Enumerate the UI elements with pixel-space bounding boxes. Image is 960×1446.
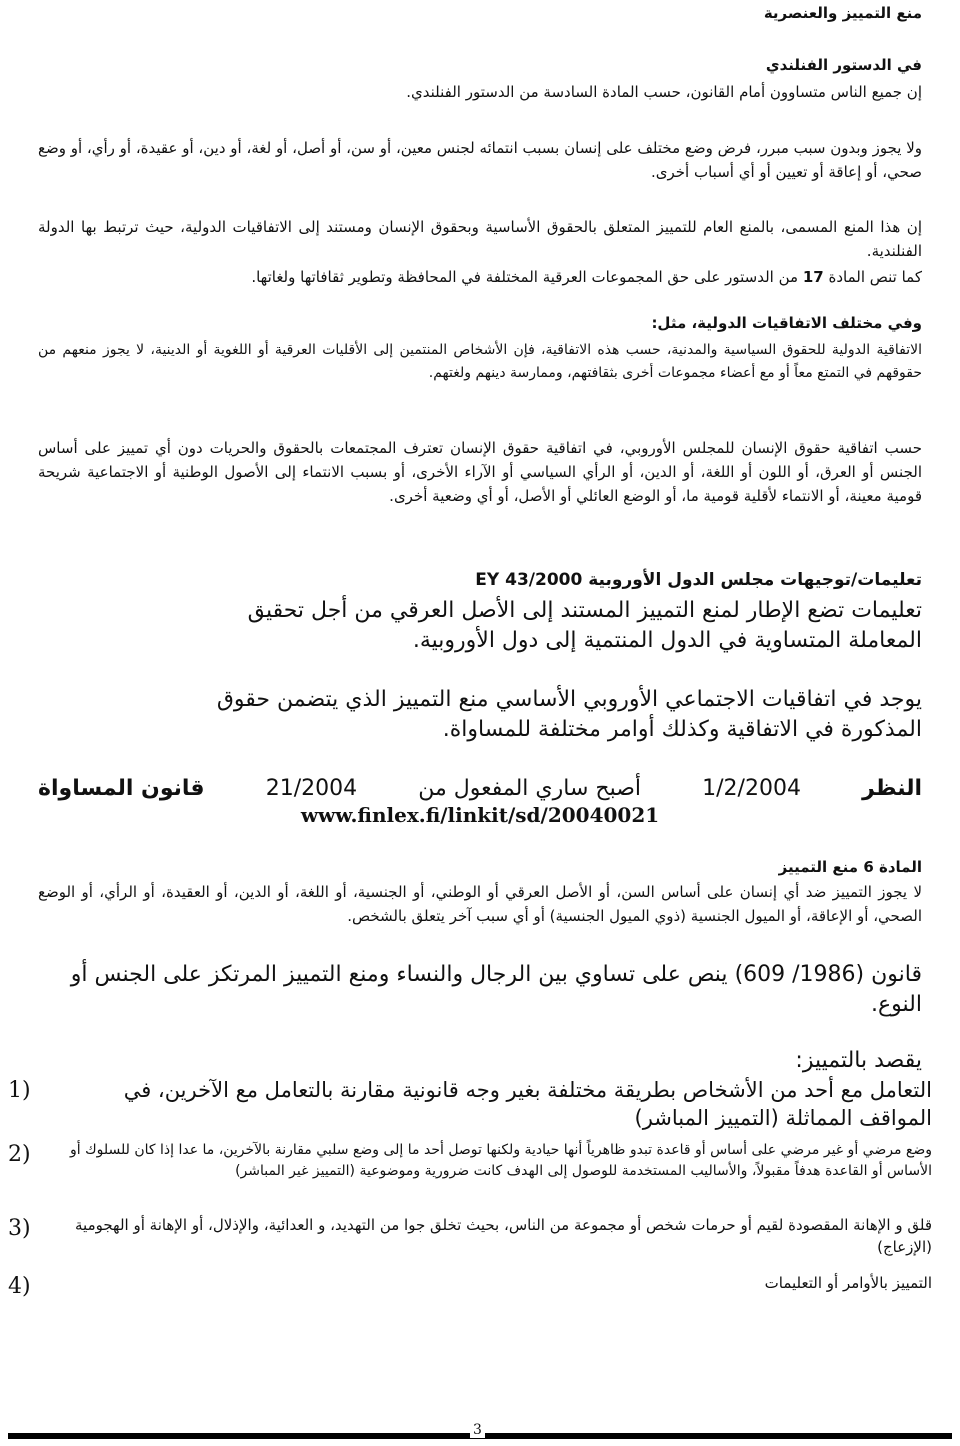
article-17-pre: كما تنص المادة <box>828 268 922 286</box>
discrimination-types-list <box>8 1076 932 1308</box>
penal-code-paragraph <box>38 960 922 1020</box>
paragraph-general-prohibition: إن هذا المنع المسمى، بالمنع العام للتمييز المتعلق بالحقوق الأساسية وبحقوق الإنسان ومستند إلى الاتفاقيات الدولية، حيث ترتبط بها الدولة الفنلندية. <box>38 218 922 260</box>
list-item <box>8 1076 932 1140</box>
list-item-text: التعامل مع أحد من الأشخاص بطريقة مختلفة بغير وجه قانونية مقارنة بالتعامل مع الآخرين، في المواقف المماثلة (التمييز المباشر) <box>123 1078 932 1130</box>
article-17-number: 17 <box>802 268 824 286</box>
paragraph-civil-political-rights: الاتفاقية الدولية للحقوق السياسية والمدنية، حسب هذه الاتفاقية، فإن الأشخاص المنتمين إلى الأقليات العرقية أو اللغوية أو الدينية، لا يجوز منعهم من حقوقهم في التمتع معاً أو مع أعضاء مجموعات أخرى بثقافتهم، وممارسة دينهم ولغتهم. <box>38 342 922 381</box>
equality-law-number: 21/2004 <box>265 776 358 801</box>
article-6-text: لا يجوز التمييز ضد أي إنسان على أساس السن، أو الأصل العرقي أو الوطني، أو الجنسية، أو اللغة، أو الدين، أو العقيدة، أو الرأي، أو الوضع الصحي، أو الإعاقة، أو الميول الجنسية (ذوي الميول الجنسية) أو أي سبب آخر يتعلق بالشخص. <box>38 883 922 925</box>
list-item-text: وضع مرضي أو غير مرضي على أساس أو قاعدة تبدو ظاهرياً أنها حيادية ولكنها توصل أحد ما إلى وضع سلبي مقارنة بالآخرين، ما عدا إذا كان للسلوك أو الأساس أو القاعدة هدفاً مقبولاً، والأساليب المستخدمة للوصول إلى الهدف كانت ضرورية وموضوعية (التمييز غير المباشر) <box>69 1142 932 1179</box>
paragraph-article-17 <box>38 265 922 289</box>
list-item <box>8 1214 932 1272</box>
list-item-text: قلق و الإهانة المقصودة لقيم أو حرمات شخص أو مجموعة من الناس، بحيث تخلق جوا من التهديد، و العدائية، والإذلال، أو الإهانة أو الهجومية (الإزعاج) <box>75 1216 932 1256</box>
page-number: 3 <box>470 1422 485 1438</box>
article-6-title <box>38 858 922 876</box>
list-item-number: 4) <box>8 1274 31 1299</box>
penal-code-post: ينص على تساوي بين الرجال والنساء ومنع التمييز المرتكز على الجنس أو النوع. <box>70 962 922 1017</box>
penal-code-numbers: (609 /1986) <box>734 962 865 987</box>
list-item <box>8 1140 932 1214</box>
eu-directive-title <box>38 570 922 590</box>
constitution-text: إن جميع الناس متساوون أمام القانون، حسب المادة السادسة من الدستور الفنلندي. <box>406 83 922 101</box>
article-6-post: منع التمييز <box>778 858 859 876</box>
list-item-text: التمييز بالأوامر أو التعليمات <box>764 1274 932 1292</box>
article-6-number: 6 <box>863 858 874 876</box>
paragraph-discrimination-grounds: ولا يجوز وبدون سبب مبرر، فرض وضع مختلف على إنسان بسبب انتمائه لجنس معين، أو سن، أو أصل، أو لغة، أو دين، أو عقيدة، أو رأي، أو وضع صحي، أو إعاقة أو تعيين أو أي أسباب أخرى. <box>37 139 922 181</box>
article-6-pre: المادة <box>878 858 922 876</box>
social-charter-line-1: يوجد في اتفاقيات الاجتماعي الأوروبي الأساسي منع التمييز الذي يتضمن حقوق <box>216 687 922 712</box>
list-item-number: 1) <box>8 1078 31 1103</box>
social-charter-line-2: المذكورة في الاتفاقية وكذلك أوامر مختلفة للمساواة. <box>442 717 922 742</box>
equality-law-label: قانون المساواة <box>38 776 205 801</box>
discrimination-types-title: يقصد بالتمييز: <box>795 1048 922 1073</box>
equality-law-end: النظر <box>862 776 922 801</box>
eu-directive-line-2: المعاملة المتساوية في الدول المنتمية إلى دول الأوروبية. <box>412 628 922 653</box>
equality-law-date-start: 1/2/2004 <box>702 776 801 801</box>
article-17-post: من الدستور على حق المجموعات العرقية المختلفة في المحافظة وتطوير ثقافاتها ولغاتها. <box>251 268 799 286</box>
equality-law-line <box>38 774 922 804</box>
list-item-number: 3) <box>8 1216 31 1241</box>
finlex-link[interactable]: www.finlex.fi/linkit/sd/20040021 <box>300 803 660 827</box>
list-item-number: 2) <box>8 1142 31 1167</box>
section-title-constitution: في الدستور الفنلندي <box>765 56 922 74</box>
paragraph-european-convention: حسب اتفاقية حقوق الإنسان للمجلس الأوروبي، في اتفاقية حقوق الإنسان تعترف المجتمعات بالحقوق والحريات دون أي تمييز على أساس الجنس أو العرق، أو اللون أو اللغة، أو الدين، أو الرأي السياسي أو الآراء الأخرى، أو بسبب الانتماء إلى الأصول الوطنية أو الاجتماعية شريحة قومية معينة، أو الانتماء لأقلية قومية ما، أو الوضع العائلي أو الأصل، أو أي وضعية أخرى. <box>38 439 922 505</box>
equality-law-mid: أصبح ساري المفعول من <box>418 776 641 801</box>
section-heading-top: منع التمييز والعنصرية <box>763 4 922 22</box>
penal-code-pre: قانون <box>871 962 922 987</box>
eu-directive-number: EY 43/2000 <box>475 570 583 590</box>
eu-directive-rest: تعليمات/توجيهات مجلس الدول الأوروبية <box>588 570 922 590</box>
eu-directive-line-1: تعليمات تضع الإطار لمنع التمييز المستند إلى الأصل العرقي من أجل تحقيق <box>247 598 922 623</box>
international-conventions-title: وفي مختلف الاتفاقيات الدولية، مثل: <box>651 314 922 332</box>
list-item <box>8 1272 932 1308</box>
